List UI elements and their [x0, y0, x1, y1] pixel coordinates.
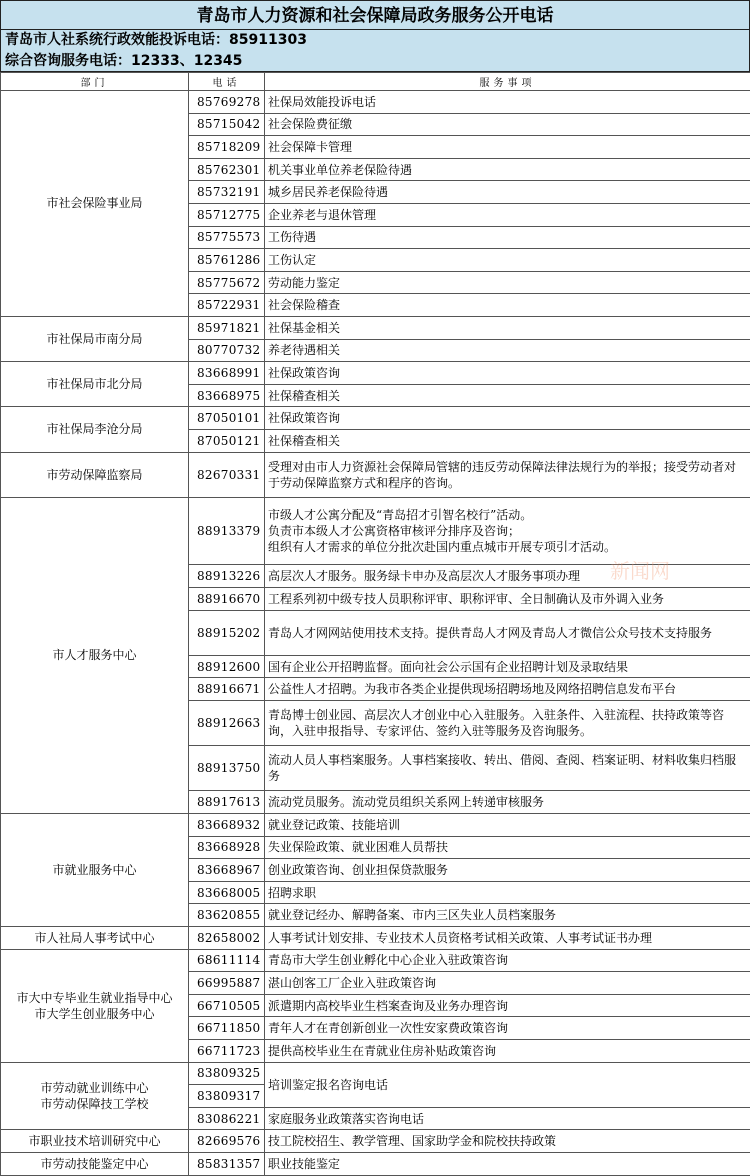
phone-cell: 88913750 [189, 746, 265, 791]
phone-cell: 85762301 [189, 158, 265, 181]
table-row [1, 452, 750, 497]
table-row [1, 91, 750, 114]
phone-cell: 88912600 [189, 655, 265, 678]
phone-cell: 83809317 [189, 1085, 265, 1108]
service-cell: 社保政策咨询 [265, 362, 750, 385]
dept-cell: 市就业服务中心 [1, 814, 189, 927]
header-phone: 电话 [189, 73, 265, 91]
phone-cell: 83809325 [189, 1062, 265, 1085]
phone-cell: 88915202 [189, 610, 265, 655]
phone-cell: 83668991 [189, 362, 265, 385]
service-cell: 工伤待遇 [265, 226, 750, 249]
phone-cell: 85971821 [189, 316, 265, 339]
service-cell: 流动人员人事档案服务。人事档案接收、转出、借阅、查阅、档案证明、材料收集归档服务 [265, 746, 750, 791]
phone-cell: 82658002 [189, 926, 265, 949]
service-cell: 青岛市大学生创业孵化中心企业入驻政策咨询 [265, 949, 750, 972]
dept-cell: 市劳动技能鉴定中心 [1, 1152, 189, 1175]
service-cell: 机关事业单位养老保险待遇 [265, 158, 750, 181]
phone-cell: 85775573 [189, 226, 265, 249]
phone-cell: 83668967 [189, 859, 265, 882]
phone-cell: 66711850 [189, 1017, 265, 1040]
phone-cell: 88913226 [189, 565, 265, 588]
service-cell: 就业登记政策、技能培训 [265, 814, 750, 837]
phone-cell: 87050121 [189, 429, 265, 452]
phone-cell: 88916670 [189, 588, 265, 611]
table-body [1, 91, 750, 1176]
service-cell: 青岛博士创业园、高层次人才创业中心入驻服务。入驻条件、入驻流程、扶持政策等咨询，入驻申报指导、专家评估、签约入驻等服务及咨询服务。 [265, 701, 750, 746]
phone-cell: 83668975 [189, 384, 265, 407]
service-cell: 创业政策咨询、创业担保贷款服务 [265, 859, 750, 882]
service-cell: 社保政策咨询 [265, 407, 750, 430]
service-cell: 就业登记经办、解聘备案、市内三区失业人员档案服务 [265, 904, 750, 927]
service-cell: 高层次人才服务。服务绿卡申办及高层次人才服务事项办理 [265, 565, 750, 588]
table-row [1, 362, 750, 385]
phone-cell: 66995887 [189, 972, 265, 995]
dept-cell: 市人才服务中心 [1, 497, 189, 813]
service-cell: 提供高校毕业生在青就业住房补贴政策咨询 [265, 1039, 750, 1062]
phone-cell: 85712775 [189, 203, 265, 226]
table-header-row [1, 73, 750, 91]
service-cell: 人事考试计划安排、专业技术人员资格考试相关政策、人事考试证书办理 [265, 926, 750, 949]
phone-cell: 80770732 [189, 339, 265, 362]
service-cell: 社保局效能投诉电话 [265, 91, 750, 114]
service-cell: 技工院校招生、教学管理、国家助学金和院校扶持政策 [265, 1130, 750, 1153]
service-cell: 失业保险政策、就业困难人员帮扶 [265, 836, 750, 859]
service-cell: 派遣期内高校毕业生档案查询及业务办理咨询 [265, 994, 750, 1017]
dept-cell: 市人社局人事考试中心 [1, 926, 189, 949]
table-row [1, 316, 750, 339]
service-cell: 青年人才在青创新创业一次性安家费政策咨询 [265, 1017, 750, 1040]
service-cell: 劳动能力鉴定 [265, 271, 750, 294]
phone-cell: 85831357 [189, 1152, 265, 1175]
phone-cell: 66710505 [189, 994, 265, 1017]
phone-cell: 85722931 [189, 294, 265, 317]
service-cell: 公益性人才招聘。为我市各类企业提供现场招聘场地及网络招聘信息发布平台 [265, 678, 750, 701]
watermark: 新闻网 [610, 555, 670, 584]
dept-cell: 市社保局李沧分局 [1, 407, 189, 452]
table-row [1, 926, 750, 949]
phone-cell: 83620855 [189, 904, 265, 927]
table-row [1, 407, 750, 430]
page-title: 青岛市人力资源和社会保障局政务服务公开电话 [0, 0, 750, 30]
phone-cell: 83086221 [189, 1107, 265, 1130]
phone-cell: 82669576 [189, 1130, 265, 1153]
phone-cell: 87050101 [189, 407, 265, 430]
phone-cell: 83668932 [189, 814, 265, 837]
phone-cell: 68611114 [189, 949, 265, 972]
header-service: 服务事项 [265, 73, 750, 91]
dept-cell: 市大中专毕业生就业指导中心 市大学生创业服务中心 [1, 949, 189, 1062]
service-cell: 社保稽查相关 [265, 384, 750, 407]
phone-cell: 82670331 [189, 452, 265, 497]
service-cell: 工程系列初中级专技人员职称评审、职称评审、全日制确认及市外调入业务 [265, 588, 750, 611]
phone-cell: 88912663 [189, 701, 265, 746]
table-row [1, 1130, 750, 1153]
dept-cell: 市社会保险事业局 [1, 91, 189, 317]
service-cell: 湛山创客工厂企业入驻政策咨询 [265, 972, 750, 995]
service-cell: 青岛人才网网站使用技术支持。提供青岛人才网及青岛人才微信公众号技术支持服务 [265, 610, 750, 655]
dept-cell: 市劳动就业训练中心 市劳动保障技工学校 [1, 1062, 189, 1130]
phone-cell: 85732191 [189, 181, 265, 204]
phone-cell: 85775672 [189, 271, 265, 294]
consult-hotline: 综合咨询服务电话：12333、12345 [0, 51, 750, 72]
service-cell: 培训鉴定报名咨询电话 [265, 1062, 750, 1107]
table-row [1, 1152, 750, 1175]
service-cell: 企业养老与退休管理 [265, 203, 750, 226]
phone-cell: 85718209 [189, 136, 265, 159]
table-row [1, 497, 750, 565]
phone-cell: 66711723 [189, 1039, 265, 1062]
phone-directory-table [0, 72, 750, 1176]
table-row [1, 814, 750, 837]
service-cell: 工伤认定 [265, 249, 750, 272]
table-row [1, 949, 750, 972]
phone-cell: 88916671 [189, 678, 265, 701]
dept-cell: 市社保局市北分局 [1, 362, 189, 407]
service-cell: 养老待遇相关 [265, 339, 750, 362]
phone-cell: 85769278 [189, 91, 265, 114]
service-cell: 家庭服务业政策落实咨询电话 [265, 1107, 750, 1130]
service-cell: 城乡居民养老保险待遇 [265, 181, 750, 204]
phone-cell: 83668005 [189, 881, 265, 904]
header-dept: 部门 [1, 73, 189, 91]
phone-cell: 88913379 [189, 497, 265, 565]
dept-cell: 市劳动保障监察局 [1, 452, 189, 497]
service-cell: 职业技能鉴定 [265, 1152, 750, 1175]
phone-cell: 83668928 [189, 836, 265, 859]
complaint-hotline: 青岛市人社系统行政效能投诉电话：85911303 [0, 30, 750, 51]
service-cell: 社会保障卡管理 [265, 136, 750, 159]
service-cell: 招聘求职 [265, 881, 750, 904]
phone-cell: 85715042 [189, 113, 265, 136]
table-row [1, 1062, 750, 1085]
service-cell: 市级人才公寓分配及“青岛招才引智名校行”活动。 负责市本级人才公寓资格审核评分排序及咨询； 组织有人才需求的单位分批次赴国内重点城市开展专项引才活动。 [265, 497, 750, 565]
phone-cell: 88917613 [189, 791, 265, 814]
service-cell: 受理对由市人力资源社会保障局管辖的违反劳动保障法律法规行为的举报；接受劳动者对于劳动保障监察方式和程序的咨询。 [265, 452, 750, 497]
service-cell: 社保基金相关 [265, 316, 750, 339]
service-cell: 社会保险费征缴 [265, 113, 750, 136]
service-cell: 社会保险稽查 [265, 294, 750, 317]
service-cell: 流动党员服务。流动党员组织关系网上转递审核服务 [265, 791, 750, 814]
dept-cell: 市职业技术培训研究中心 [1, 1130, 189, 1153]
phone-cell: 85761286 [189, 249, 265, 272]
service-cell: 国有企业公开招聘监督。面向社会公示国有企业招聘计划及录取结果 [265, 655, 750, 678]
dept-cell: 市社保局市南分局 [1, 316, 189, 361]
service-cell: 社保稽查相关 [265, 429, 750, 452]
